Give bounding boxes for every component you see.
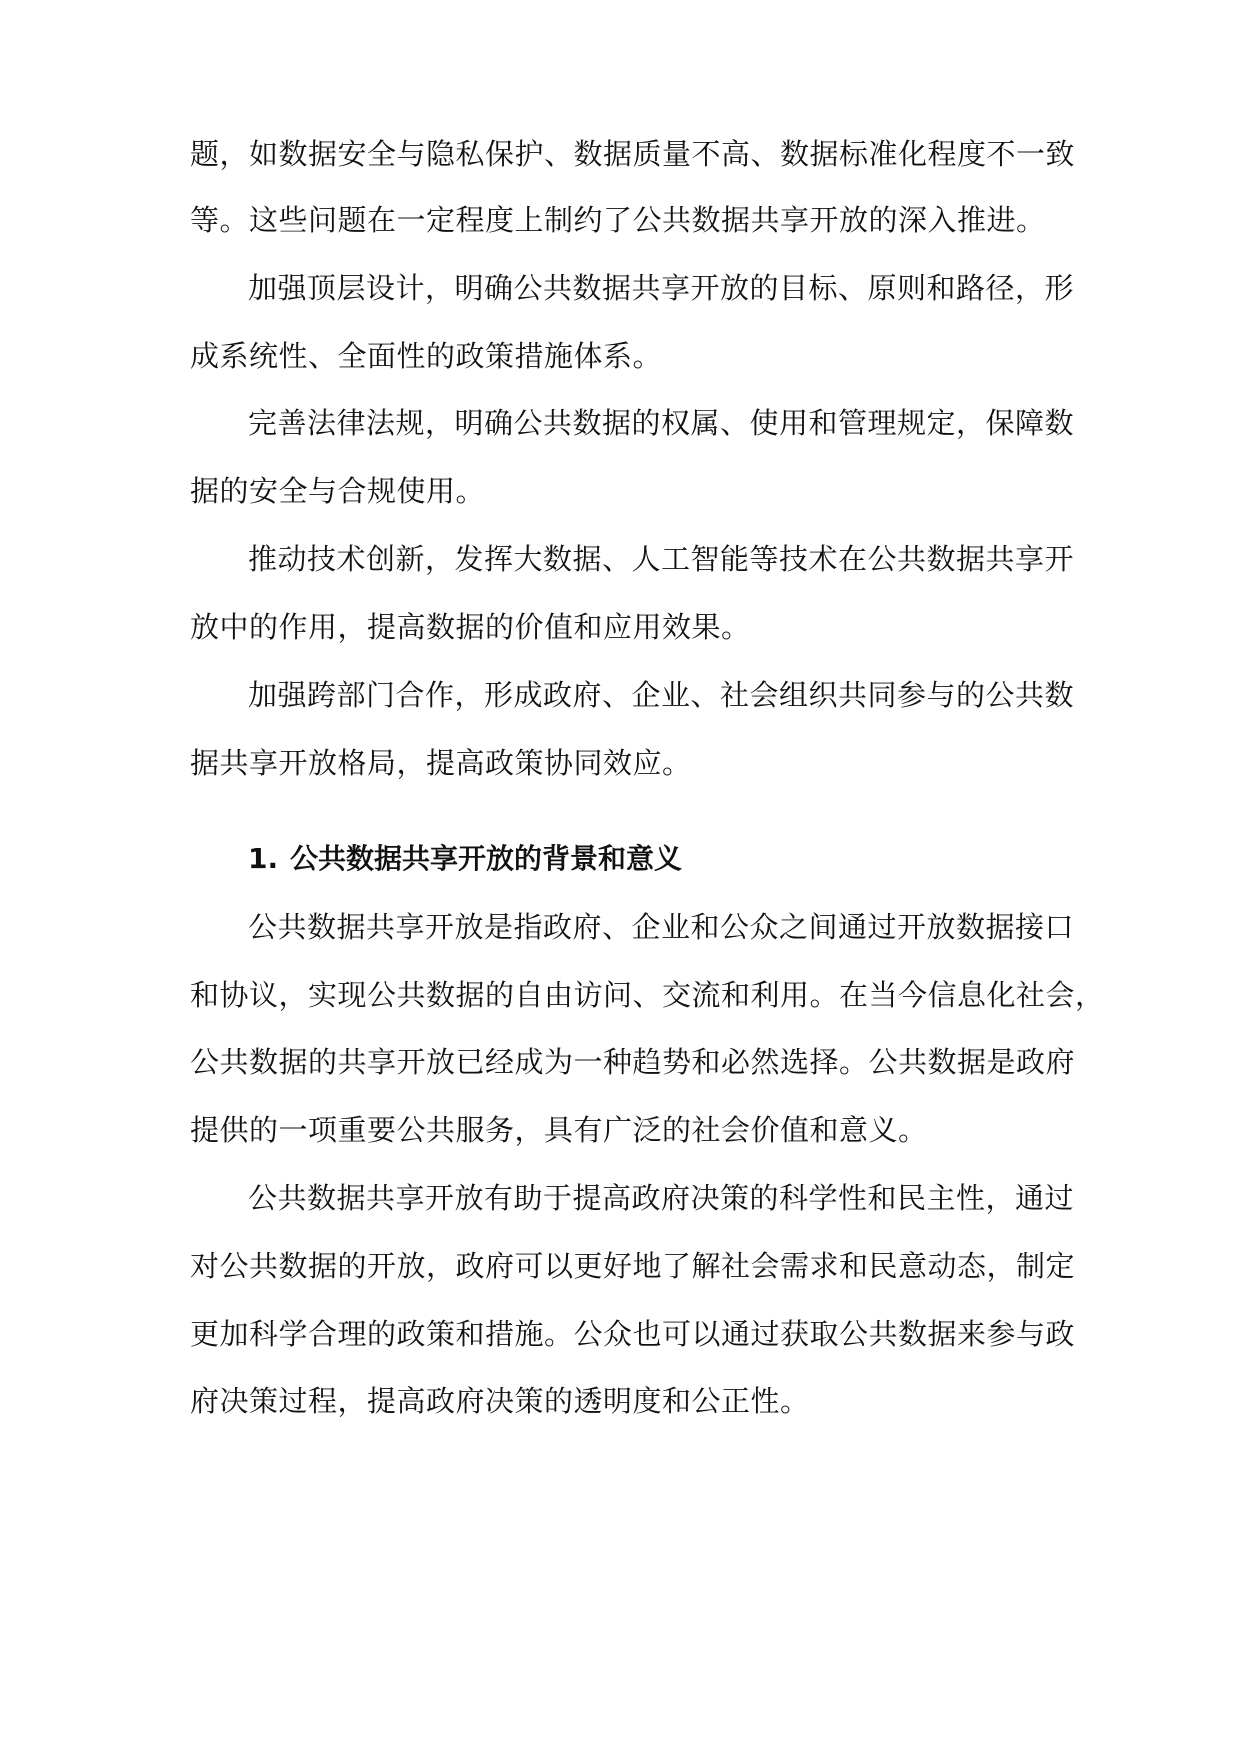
paragraph-line: 公共数据的共享开放已经成为一种趋势和必然选择。公共数据是政府 (190, 1045, 1076, 1079)
paragraph-line: 公共数据共享开放是指政府、企业和公众之间通过开放数据接口 (248, 910, 1075, 944)
paragraph-line: 据的安全与合规使用。 (190, 474, 486, 508)
paragraph-line: 放中的作用，提高数据的价值和应用效果。 (190, 610, 751, 644)
paragraph-line: 对公共数据的开放，政府可以更好地了解社会需求和民意动态，制定 (190, 1249, 1076, 1283)
paragraph-line: 提供的一项重要公共服务，具有广泛的社会价值和意义。 (190, 1113, 928, 1147)
paragraph-line: 完善法律法规，明确公共数据的权属、使用和管理规定，保障数 (248, 406, 1075, 440)
paragraph-line: 推动技术创新，发挥大数据、人工智能等技术在公共数据共享开 (248, 542, 1075, 576)
paragraph-line: 更加科学合理的政策和措施。公众也可以通过获取公共数据来参与政 (190, 1317, 1076, 1351)
paragraph-line: 加强顶层设计，明确公共数据共享开放的目标、原则和路径，形 (248, 271, 1075, 305)
paragraph-line: 公共数据共享开放有助于提高政府决策的科学性和民主性，通过 (248, 1181, 1075, 1215)
paragraph-line: 和协议，实现公共数据的自由访问、交流和利用。在当今信息化社会， (190, 978, 1105, 1012)
paragraph-line: 据共享开放格局，提高政策协同效应。 (190, 746, 692, 780)
paragraph-line: 成系统性、全面性的政策措施体系。 (190, 339, 663, 373)
section-title: 公共数据共享开放的背景和意义 (290, 842, 683, 875)
section-number: 1. (248, 842, 279, 875)
paragraph-line: 加强跨部门合作，形成政府、企业、社会组织共同参与的公共数 (248, 678, 1075, 712)
paragraph-line: 府决策过程，提高政府决策的透明度和公正性。 (190, 1384, 810, 1418)
paragraph-line: 题，如数据安全与隐私保护、数据质量不高、数据标准化程度不一致 (190, 137, 1076, 171)
paragraph-line: 等。这些问题在一定程度上制约了公共数据共享开放的深入推进。 (190, 203, 1046, 237)
section-heading (248, 839, 682, 879)
